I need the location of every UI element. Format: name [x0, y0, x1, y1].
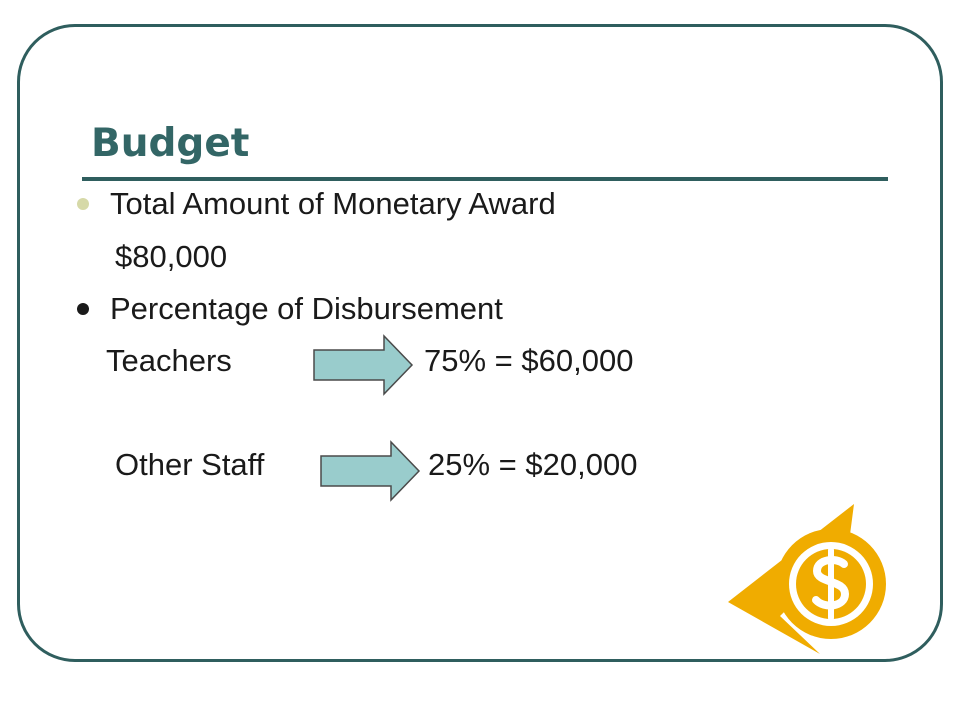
disbursement-group-other-staff: Other Staff — [115, 447, 265, 482]
disbursement-group-teachers: Teachers — [106, 343, 232, 378]
award-amount: $80,000 — [115, 239, 228, 274]
disbursement-share-teachers: 75% = $60,000 — [424, 343, 634, 378]
dollar-coin-icon — [724, 502, 890, 658]
bullet-marker-2 — [77, 303, 89, 315]
title-underline — [82, 177, 888, 181]
bullet-disbursement: Percentage of Disbursement — [110, 291, 503, 326]
bullet-total-award: Total Amount of Monetary Award — [110, 186, 556, 221]
right-block-arrow-icon — [312, 334, 414, 396]
disbursement-share-other-staff: 25% = $20,000 — [428, 447, 638, 482]
right-block-arrow-icon — [319, 440, 421, 502]
slide-title: Budget — [91, 121, 250, 166]
bullet-marker-1 — [77, 198, 89, 210]
